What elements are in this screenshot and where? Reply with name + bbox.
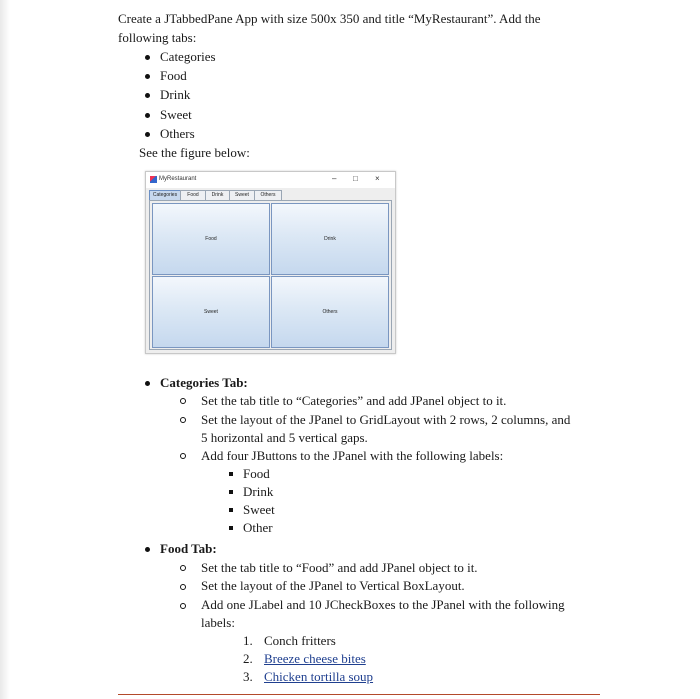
categories-item-2-cont: 5 horizontal and 5 vertical gaps.: [201, 430, 368, 445]
tab-content-panel: [149, 200, 392, 350]
tab-list-item: Sweet: [160, 107, 192, 122]
square-bullet: [229, 508, 233, 512]
tab-categories[interactable]: Categories: [149, 190, 181, 200]
intro-line-1: Create a JTabbedPane App with size 500x 350 and title “MyRestaurant”. Add the: [118, 11, 541, 26]
numbered-link[interactable]: Breeze cheese bites: [264, 651, 366, 666]
see-figure-text: See the figure below:: [139, 145, 250, 160]
label-item: Drink: [243, 484, 274, 499]
drink-button[interactable]: Drink: [271, 203, 389, 275]
app-icon: [150, 176, 157, 183]
tab-others[interactable]: Others: [254, 190, 282, 200]
numbered-text: Conch fritters: [264, 633, 336, 648]
minimize-icon[interactable]: –: [332, 174, 337, 183]
bullet-dot: [145, 547, 150, 552]
circle-bullet: [180, 417, 186, 423]
tab-food[interactable]: Food: [180, 190, 206, 200]
categories-item-2: Set the layout of the JPanel to GridLayout with 2 rows, 2 columns, and: [201, 412, 571, 427]
square-bullet: [229, 490, 233, 494]
bullet-dot: [145, 381, 150, 386]
numbered-num: 3.: [243, 669, 253, 684]
bullet-dot: [145, 74, 150, 79]
others-button[interactable]: Others: [271, 276, 389, 348]
bullet-dot: [145, 113, 150, 118]
categories-item-1: Set the tab title to “Categories” and add JPanel object to it.: [201, 393, 507, 408]
sweet-button[interactable]: Sweet: [152, 276, 270, 348]
numbered-num: 1.: [243, 633, 253, 648]
close-icon[interactable]: ×: [375, 174, 380, 183]
food-item-1: Set the tab title to “Food” and add JPanel object to it.: [201, 560, 478, 575]
tab-list-item: Food: [160, 68, 187, 83]
label-item: Other: [243, 520, 273, 535]
numbered-link[interactable]: Chicken tortilla soup: [264, 669, 374, 684]
circle-bullet: [180, 603, 186, 609]
footer-rule: [118, 694, 600, 695]
food-item-3-cont: labels:: [201, 615, 235, 630]
circle-bullet: [180, 398, 186, 404]
numbered-num: 2.: [243, 651, 253, 666]
intro-line-2: following tabs:: [118, 30, 197, 45]
food-item-2: Set the layout of the JPanel to Vertical BoxLayout.: [201, 578, 465, 593]
square-bullet: [229, 472, 233, 476]
bullet-dot: [145, 93, 150, 98]
square-bullet: [229, 526, 233, 530]
label-item: Food: [243, 466, 270, 481]
bullet-dot: [145, 132, 150, 137]
food-button[interactable]: Food: [152, 203, 270, 275]
food-item-3: Add one JLabel and 10 JCheckBoxes to the JPanel with the following: [201, 597, 565, 612]
circle-bullet: [180, 453, 186, 459]
circle-bullet: [180, 584, 186, 590]
categories-item-3: Add four JButtons to the JPanel with the following labels:: [201, 448, 504, 463]
window-title: MyRestaurant: [159, 176, 197, 182]
tab-list-item: Categories: [160, 49, 216, 64]
categories-heading: Categories Tab:: [160, 375, 248, 390]
tab-list-item: Others: [160, 126, 195, 141]
tab-list-item: Drink: [160, 87, 191, 102]
maximize-icon[interactable]: □: [353, 174, 358, 183]
circle-bullet: [180, 565, 186, 571]
figure-window: [145, 171, 396, 354]
tab-sweet[interactable]: Sweet: [229, 190, 255, 200]
page-shadow: [0, 0, 10, 699]
window-titlebar: [146, 172, 395, 188]
tab-drink[interactable]: Drink: [205, 190, 230, 200]
label-item: Sweet: [243, 502, 275, 517]
food-heading: Food Tab:: [160, 541, 217, 556]
bullet-dot: [145, 55, 150, 60]
